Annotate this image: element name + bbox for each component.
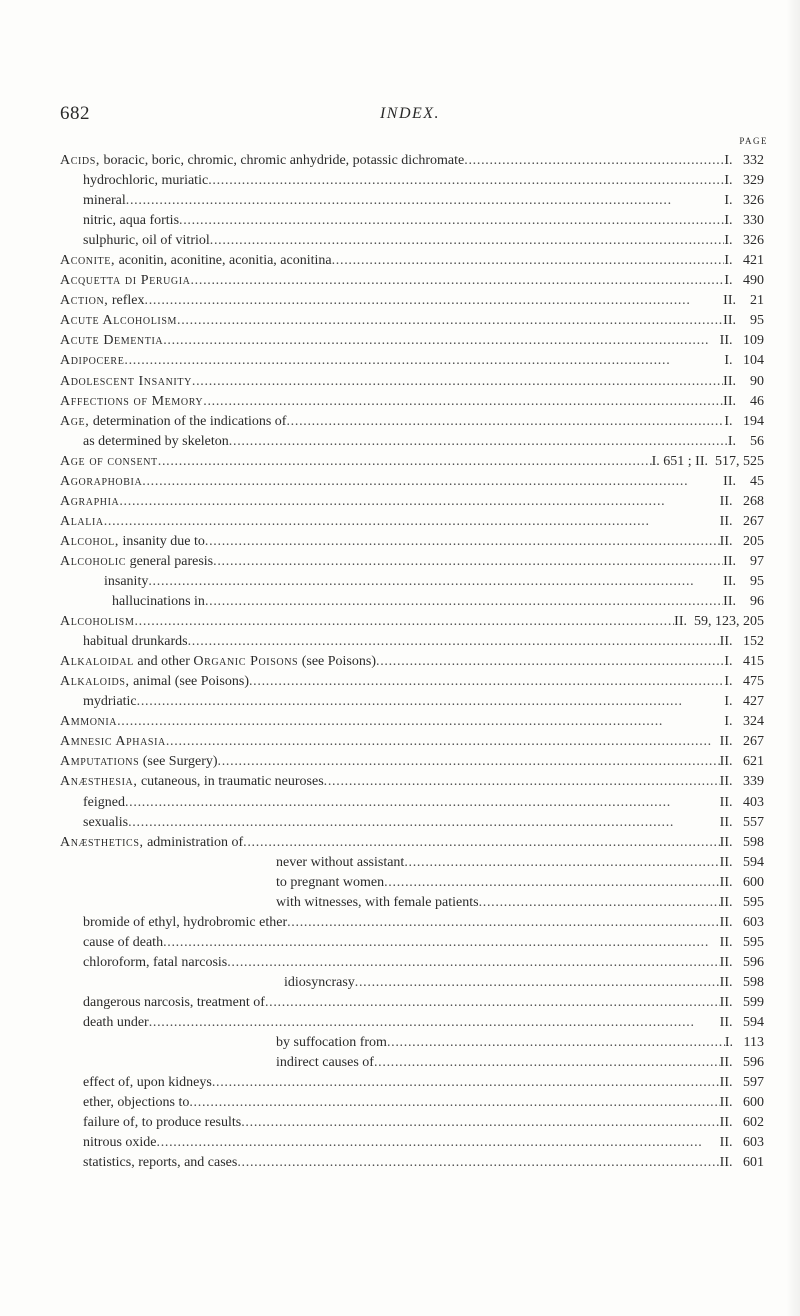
index-term — [284, 973, 355, 993]
index-subtext: by suffocation from — [276, 1035, 387, 1051]
index-entry — [60, 1033, 764, 1053]
index-term — [60, 712, 117, 732]
dot-leader — [376, 652, 724, 672]
index-entry — [60, 452, 764, 472]
index-page-reference: II. 45 — [723, 473, 764, 489]
index-term — [60, 412, 286, 432]
dot-leader — [104, 512, 720, 532]
dot-leader — [124, 351, 724, 371]
index-page-reference: I. 113 — [724, 1035, 764, 1051]
index-term — [83, 933, 163, 953]
index-heading-word: Anæsthesia, — [60, 774, 138, 790]
dot-leader — [374, 1053, 720, 1073]
index-subtext: mineral — [83, 193, 126, 209]
index-entry — [60, 612, 764, 632]
index-entry — [60, 1113, 764, 1133]
index-term — [60, 752, 218, 772]
index-page-reference: II. 557 — [719, 814, 764, 830]
index-subtext: (see Poisons) — [298, 654, 376, 670]
index-term — [60, 351, 124, 371]
index-page-reference: II. 603 — [719, 914, 764, 930]
index-heading-word: Age, — [60, 413, 90, 429]
index-page-reference: II. 205 — [719, 533, 764, 549]
index-term — [60, 291, 145, 311]
index-subtext: never without assistant — [276, 854, 405, 870]
index-page-reference: II. 598 — [719, 974, 764, 990]
index-entry — [60, 151, 764, 171]
index-page-reference: I. 326 — [724, 193, 764, 209]
index-subtext: hallucinations in — [112, 594, 205, 610]
index-term — [83, 632, 188, 652]
dot-leader — [163, 331, 719, 351]
index-page-reference: II. 603 — [719, 1135, 764, 1151]
dot-leader — [166, 732, 720, 752]
dot-leader — [213, 552, 723, 572]
index-entry — [60, 271, 764, 291]
index-page-reference: II. 602 — [719, 1115, 764, 1131]
index-entry — [60, 672, 764, 692]
index-page-reference: I. 329 — [724, 173, 764, 189]
dot-leader — [189, 1093, 719, 1113]
index-page-reference: I. 490 — [724, 273, 764, 289]
index-subtext: animal (see Poisons) — [129, 674, 249, 690]
dot-leader — [243, 833, 720, 853]
index-page-reference: II. 600 — [719, 874, 764, 890]
dot-leader — [324, 772, 720, 792]
dot-leader — [208, 171, 724, 191]
dot-leader — [142, 472, 723, 492]
index-page-reference: II. 595 — [719, 894, 764, 910]
index-heading-word: Acute Alcoholism — [60, 313, 177, 329]
index-page-reference: II. 152 — [719, 634, 764, 650]
index-subtext: nitrous oxide — [83, 1135, 157, 1151]
index-entry — [60, 1073, 764, 1093]
index-entry — [60, 171, 764, 191]
index-term — [104, 572, 148, 592]
dot-leader — [404, 853, 719, 873]
index-term — [83, 1113, 241, 1133]
index-page-reference: II. 339 — [719, 774, 764, 790]
dot-leader — [177, 311, 723, 331]
index-term — [60, 392, 203, 412]
index-subtext: with witnesses, with female patients — [276, 894, 479, 910]
index-entry — [60, 592, 764, 612]
index-page-reference: I. 194 — [724, 413, 764, 429]
index-page-reference: II. 90 — [723, 373, 764, 389]
index-entry — [60, 632, 764, 652]
index-page-reference: II. 599 — [719, 994, 764, 1010]
index-heading-word: Adolescent Insanity — [60, 373, 192, 389]
index-term — [60, 311, 177, 331]
index-page-reference: II. 95 — [723, 313, 764, 329]
index-entry — [60, 873, 764, 893]
index-heading-word: Agraphia — [60, 493, 120, 509]
index-subtext: boracic, boric, chromic, chromic anhydride, potassic dichromate — [100, 153, 465, 168]
index-term — [83, 1073, 212, 1093]
index-heading-word: Acquetta di Perugia — [60, 273, 191, 289]
index-page-reference: II. 21 — [723, 293, 764, 309]
index-entry — [60, 472, 764, 492]
index-subtext: habitual drunkards — [83, 634, 188, 650]
index-entry — [60, 953, 764, 973]
index-entry — [60, 833, 764, 853]
dot-leader — [249, 672, 724, 692]
dot-leader — [163, 933, 720, 953]
index-subtext: determination of the indications of — [89, 413, 287, 429]
dot-leader — [479, 893, 720, 913]
index-term — [60, 452, 158, 472]
index-page-reference: I. 326 — [724, 233, 764, 249]
index-page-reference: II. 96 — [723, 594, 764, 610]
dot-leader — [227, 953, 719, 973]
index-subtext: indirect causes of — [276, 1055, 374, 1071]
dot-leader — [384, 873, 720, 893]
index-entry — [60, 712, 764, 732]
running-title: INDEX. — [379, 105, 441, 122]
index-heading-word: Action, — [60, 293, 109, 309]
index-page-reference: I. 415 — [724, 654, 764, 670]
index-term — [60, 151, 464, 171]
index-term — [276, 893, 479, 913]
dot-leader — [117, 712, 724, 732]
index-entry — [60, 211, 764, 231]
index-subtext: hydrochloric, muriatic — [83, 173, 209, 189]
index-page-reference: I. 56 — [727, 433, 764, 449]
dot-leader — [237, 1153, 719, 1173]
dot-leader — [145, 291, 724, 311]
index-term — [60, 372, 192, 392]
index-page-reference: II. 267 — [719, 513, 764, 529]
index-term — [276, 1053, 374, 1073]
index-page-reference: II. 621 — [719, 754, 764, 770]
index-subtext: chloroform, fatal narcosis — [83, 954, 228, 970]
dot-leader — [119, 492, 719, 512]
index-page-reference: II. 596 — [719, 1055, 764, 1071]
index-subtext: statistics, reports, and cases — [83, 1155, 238, 1171]
index-term — [83, 432, 229, 452]
index-entry — [60, 973, 764, 993]
index-subtext: dangerous narcosis, treatment of — [83, 994, 265, 1010]
index-page-reference: II. 95 — [723, 573, 764, 589]
index-page-reference: I. 421 — [724, 253, 764, 269]
index-entry — [60, 311, 764, 331]
index-entry — [60, 351, 764, 371]
index-subtext: aconitin, aconitine, aconitia, aconitina — [115, 253, 332, 269]
index-heading-word: Acids, — [60, 153, 100, 168]
index-page-reference: II. 46 — [723, 393, 764, 409]
index-entry — [60, 512, 764, 532]
index-term — [83, 913, 287, 933]
index-subtext: ether, objections to — [83, 1095, 190, 1111]
index-heading-word: Alkaloids, — [60, 674, 130, 690]
index-page-reference: I. 330 — [724, 213, 764, 229]
index-subtext: administration of — [143, 834, 244, 850]
index-term — [83, 231, 210, 251]
index-heading-word: Alcohol, — [60, 533, 119, 549]
index-heading-word: Organic Poisons — [193, 654, 299, 670]
index-entry — [60, 392, 764, 412]
index-page-reference: I. 651 ; II. 517, 525 — [651, 453, 764, 469]
index-entry — [60, 331, 764, 351]
index-term — [83, 171, 208, 191]
index-page-reference: II. 594 — [719, 854, 764, 870]
index-term — [60, 772, 324, 792]
index-subtext: (see Surgery) — [139, 754, 218, 770]
index-heading-word: Anæsthetics, — [60, 834, 144, 850]
index-heading-word: Acute Dementia — [60, 333, 164, 349]
index-subtext: insanity due to — [118, 533, 205, 549]
index-heading-word: Age of consent — [60, 453, 158, 469]
index-subtext: insanity — [104, 573, 149, 589]
index-page-reference: I. 104 — [724, 353, 764, 369]
index-list — [60, 151, 764, 1173]
index-subtext: general paresis — [126, 553, 214, 569]
dot-leader — [149, 1013, 720, 1033]
index-entry — [60, 913, 764, 933]
index-term — [83, 993, 265, 1013]
index-heading-word: Agoraphobia — [60, 473, 143, 489]
index-subtext: effect of, upon kidneys — [83, 1075, 212, 1091]
index-entry — [60, 191, 764, 211]
index-page-reference: II. 595 — [719, 934, 764, 950]
index-heading-word: Adipocere — [60, 353, 125, 369]
index-page-reference: I. 332 — [724, 153, 764, 168]
index-term — [83, 1133, 157, 1153]
dot-leader — [188, 632, 720, 652]
index-subtext: idiosyncrasy — [284, 974, 355, 990]
index-heading-word: Alalia — [60, 513, 104, 529]
index-entry — [60, 752, 764, 772]
index-term — [83, 211, 179, 231]
dot-leader — [179, 211, 724, 231]
index-subtext: reflex — [108, 293, 145, 309]
index-term — [60, 612, 134, 632]
index-heading-word: Amputations — [60, 754, 140, 770]
dot-leader — [158, 452, 652, 472]
dot-leader — [205, 592, 723, 612]
index-entry — [60, 251, 764, 271]
index-subtext: and other — [133, 654, 194, 670]
index-term — [83, 953, 227, 973]
dot-leader — [212, 1073, 720, 1093]
index-entry — [60, 412, 764, 432]
dot-leader — [355, 973, 720, 993]
index-entry — [60, 231, 764, 251]
index-term — [83, 1153, 237, 1173]
index-subtext: sexualis — [83, 814, 129, 830]
index-heading-word: Affections of Memory — [60, 393, 204, 409]
index-entry — [60, 1133, 764, 1153]
index-term — [60, 251, 332, 271]
index-term — [83, 793, 125, 813]
index-page-reference: II. 97 — [723, 553, 764, 569]
dot-leader — [464, 151, 724, 171]
index-term — [60, 652, 376, 672]
index-page-reference: II. 594 — [719, 1015, 764, 1031]
dot-leader — [205, 532, 720, 552]
index-term — [83, 692, 137, 712]
index-page-reference: I. 324 — [724, 714, 764, 730]
index-heading-word: Amnesic Aphasia — [60, 734, 166, 750]
index-heading-word: Alcoholism — [60, 614, 135, 630]
index-page-reference: II. 403 — [719, 794, 764, 810]
index-entry — [60, 532, 764, 552]
dot-leader — [287, 913, 720, 933]
index-entry — [60, 933, 764, 953]
index-subtext: death under — [83, 1015, 149, 1031]
index-entry — [60, 552, 764, 572]
index-term — [60, 331, 163, 351]
index-heading-word: Alcoholic — [60, 553, 127, 569]
dot-leader — [192, 372, 723, 392]
page-column-label: PAGE — [739, 136, 768, 146]
index-entry — [60, 492, 764, 512]
index-entry — [60, 732, 764, 752]
index-page-reference: II. 59, 123, 205 — [674, 614, 764, 630]
index-term — [60, 512, 104, 532]
dot-leader — [203, 392, 723, 412]
index-term — [83, 1013, 149, 1033]
index-page-reference: II. 109 — [719, 333, 764, 349]
index-subtext: cutaneous, in traumatic neuroses — [137, 774, 324, 790]
page-number: 682 — [60, 103, 90, 124]
index-entry — [60, 572, 764, 592]
index-term — [60, 732, 166, 752]
index-entry — [60, 1153, 764, 1173]
index-heading-word: Ammonia — [60, 714, 118, 730]
index-heading-word: Alkaloidal — [60, 654, 134, 670]
index-entry — [60, 793, 764, 813]
index-entry — [60, 1093, 764, 1113]
page-edge-shadow — [786, 0, 800, 1316]
index-term — [276, 853, 404, 873]
dot-leader — [210, 231, 725, 251]
index-page-reference: II. 597 — [719, 1075, 764, 1091]
index-entry — [60, 853, 764, 873]
index-page-reference: II. 267 — [719, 734, 764, 750]
index-entry — [60, 432, 764, 452]
index-entry — [60, 813, 764, 833]
dot-leader — [148, 572, 723, 592]
index-term — [60, 492, 119, 512]
dot-leader — [387, 1033, 725, 1053]
index-page-reference: II. 596 — [719, 954, 764, 970]
index-page-reference: II. 600 — [719, 1095, 764, 1111]
dot-leader — [126, 191, 725, 211]
index-heading-word: Aconite, — [60, 253, 116, 269]
dot-leader — [265, 993, 720, 1013]
index-entry — [60, 1013, 764, 1033]
index-term — [112, 592, 205, 612]
index-subtext: as determined by skeleton — [83, 433, 229, 449]
index-page-reference: II. 598 — [719, 834, 764, 850]
index-term — [60, 271, 190, 291]
index-subtext: nitric, aqua fortis — [83, 213, 180, 229]
index-entry — [60, 291, 764, 311]
dot-leader — [128, 813, 720, 833]
dot-leader — [157, 1133, 720, 1153]
index-entry — [60, 652, 764, 672]
index-subtext: mydriatic — [83, 694, 137, 710]
dot-leader — [137, 692, 725, 712]
dot-leader — [134, 612, 674, 632]
dot-leader — [286, 412, 724, 432]
index-page-reference: II. 601 — [719, 1155, 764, 1171]
index-term — [60, 532, 205, 552]
index-subtext: feigned — [83, 794, 125, 810]
index-entry — [60, 772, 764, 792]
index-page-reference: I. 475 — [724, 674, 764, 690]
index-term — [60, 552, 213, 572]
dot-leader — [241, 1113, 719, 1133]
index-subtext: bromide of ethyl, hydrobromic ether — [83, 914, 288, 930]
index-entry — [60, 692, 764, 712]
index-term — [276, 1033, 387, 1053]
index-entry — [60, 993, 764, 1013]
index-term — [60, 672, 249, 692]
dot-leader — [125, 793, 720, 813]
index-page-reference: II. 268 — [719, 493, 764, 509]
index-page-reference: I. 427 — [724, 694, 764, 710]
dot-leader — [218, 752, 720, 772]
dot-leader — [190, 271, 724, 291]
dot-leader — [332, 251, 725, 271]
index-entry — [60, 1053, 764, 1073]
index-term — [276, 873, 384, 893]
index-term — [83, 1093, 189, 1113]
index-term — [83, 191, 126, 211]
index-subtext: sulphuric, oil of vitriol — [83, 233, 210, 249]
page-header — [60, 103, 760, 133]
index-subtext: to pregnant women — [276, 874, 385, 890]
dot-leader — [229, 432, 728, 452]
index-entry — [60, 372, 764, 392]
index-subtext: cause of death — [83, 934, 164, 950]
index-term — [60, 472, 142, 492]
index-term — [83, 813, 128, 833]
index-subtext: failure of, to produce results — [83, 1115, 242, 1131]
index-entry — [60, 893, 764, 913]
index-term — [60, 833, 243, 853]
